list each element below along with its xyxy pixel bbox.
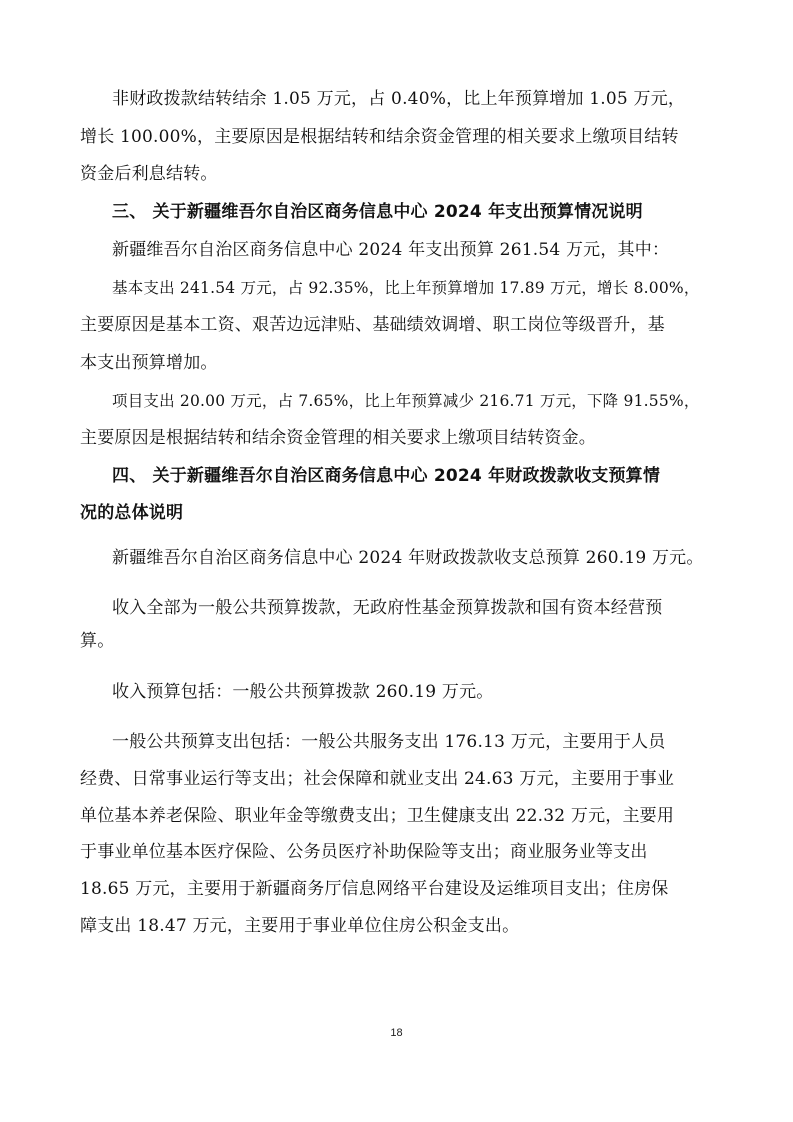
paragraph-line: 新疆维吾尔自治区商务信息中心 2024 年财政拨款收支总预算 260.19 万元。 xyxy=(112,548,704,568)
section-heading-4: 四、 关于新疆维吾尔自治区商务信息中心 2024 年财政拨款收支预算情 xyxy=(112,466,661,486)
paragraph-line: 资金后利息结转。 xyxy=(80,164,218,184)
paragraph-line: 新疆维吾尔自治区商务信息中心 2024 年支出预算 261.54 万元，其中： xyxy=(112,240,670,260)
paragraph-line: 非财政拨款结转结余 1.05 万元，占 0.40%，比上年预算增加 1.05 万元， xyxy=(112,89,686,109)
section-heading-3: 三、 关于新疆维吾尔自治区商务信息中心 2024 年支出预算情况说明 xyxy=(112,202,643,222)
section-heading-4-cont: 况的总体说明 xyxy=(80,503,184,523)
paragraph-line: 本支出预算增加。 xyxy=(80,353,218,373)
paragraph-line: 算。 xyxy=(80,631,115,651)
paragraph-line: 一般公共预算支出包括：一般公共服务支出 176.13 万元，主要用于人员 xyxy=(112,732,666,752)
paragraph-line: 主要原因是根据结转和结余资金管理的相关要求上缴项目结转资金。 xyxy=(80,428,596,448)
paragraph-line: 单位基本养老保险、职业年金等缴费支出；卫生健康支出 22.32 万元，主要用 xyxy=(80,806,675,826)
paragraph-line: 于事业单位基本医疗保险、公务员医疗补助保险等支出；商业服务业等支出 xyxy=(80,842,648,862)
paragraph-line: 18.65 万元，主要用于新疆商务厅信息网络平台建设及运维项目支出；住房保 xyxy=(80,879,669,899)
paragraph-line: 主要原因是基本工资、艰苦边远津贴、基础绩效调增、职工岗位等级晋升，基 xyxy=(80,315,665,335)
paragraph-line: 基本支出 241.54 万元，占 92.35%，比上年预算增加 17.89 万元，增长 8.00%， xyxy=(112,279,700,297)
paragraph-line: 障支出 18.47 万元，主要用于事业单位住房公积金支出。 xyxy=(80,916,520,936)
paragraph-line: 收入全部为一般公共预算拨款，无政府性基金预算拨款和国有资本经营预 xyxy=(112,598,663,618)
paragraph-line: 经费、日常事业运行等支出；社会保障和就业支出 24.63 万元，主要用于事业 xyxy=(80,769,675,789)
paragraph-line: 项目支出 20.00 万元，占 7.65%，比上年预算减少 216.71 万元，下降 91.55%， xyxy=(112,392,700,410)
paragraph-line: 增长 100.00%，主要原因是根据结转和结余资金管理的相关要求上缴项目结转 xyxy=(80,127,679,147)
paragraph-line: 收入预算包括：一般公共预算拨款 260.19 万元。 xyxy=(112,682,494,702)
page-number: 18 xyxy=(390,1027,403,1039)
